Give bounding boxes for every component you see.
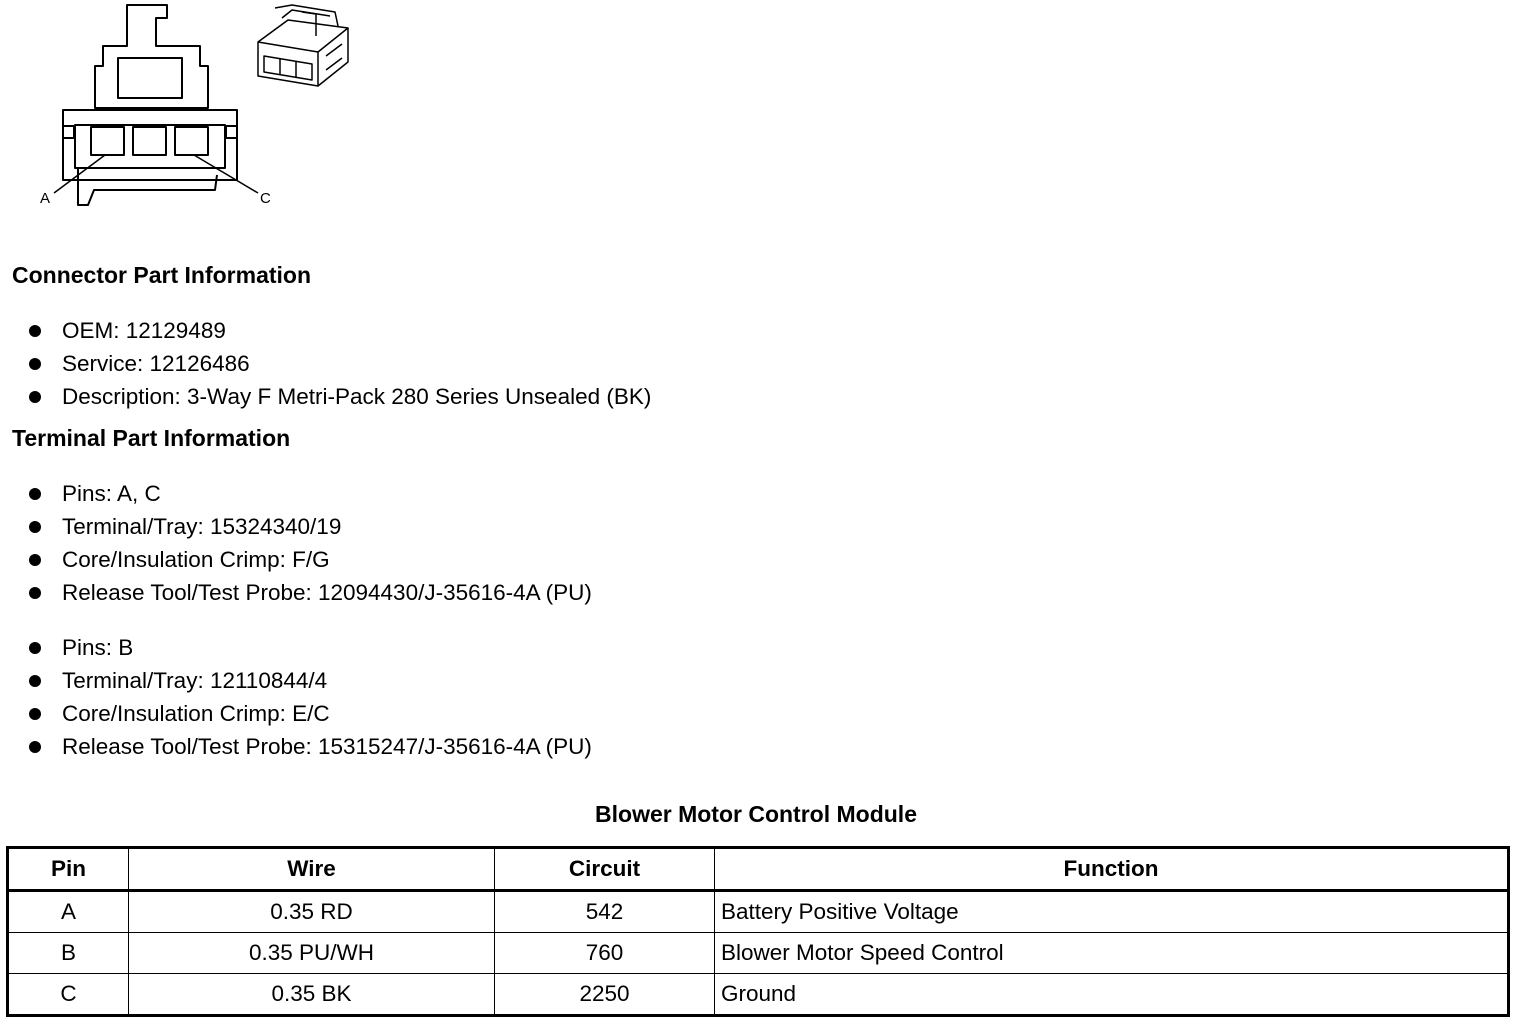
terminal-part-list-1	[29, 477, 592, 609]
connector-part-list	[29, 314, 651, 413]
list-item: OEM: 12129489	[29, 314, 651, 347]
table-row	[8, 933, 1509, 974]
list-item: Pins: A, C	[29, 477, 592, 510]
cell-function: Battery Positive Voltage	[715, 891, 1509, 933]
cell-wire: 0.35 PU/WH	[129, 933, 495, 974]
terminal-part-heading: Terminal Part Information	[12, 425, 291, 451]
table-row	[8, 974, 1509, 1016]
pin-label-a: A	[40, 190, 51, 207]
table-row	[8, 891, 1509, 933]
pinout-table	[6, 846, 1510, 1017]
cell-pin: A	[8, 891, 129, 933]
cell-pin: B	[8, 933, 129, 974]
list-item: Pins: B	[29, 631, 592, 664]
list-item: Release Tool/Test Probe: 15315247/J-35616-4A (PU)	[29, 730, 592, 763]
connector-front-view	[54, 5, 258, 205]
cell-wire: 0.35 RD	[129, 891, 495, 933]
connector-part-heading: Connector Part Information	[12, 262, 312, 288]
list-item: Terminal/Tray: 12110844/4	[29, 664, 592, 697]
list-item: Service: 12126486	[29, 347, 651, 380]
column-header-function: Function	[715, 848, 1509, 891]
table-header-row	[8, 848, 1509, 891]
list-item: Description: 3-Way F Metri-Pack 280 Series Unsealed (BK)	[29, 380, 651, 413]
connector-perspective-view	[258, 5, 348, 86]
cell-circuit: 2250	[495, 974, 715, 1016]
column-header-circuit: Circuit	[495, 848, 715, 891]
column-header-wire: Wire	[129, 848, 495, 891]
cell-circuit: 760	[495, 933, 715, 974]
list-item: Core/Insulation Crimp: F/G	[29, 543, 592, 576]
column-header-pin: Pin	[8, 848, 129, 891]
list-item: Release Tool/Test Probe: 12094430/J-35616-4A (PU)	[29, 576, 592, 609]
list-item: Terminal/Tray: 15324340/19	[29, 510, 592, 543]
terminal-part-list-2	[29, 631, 592, 763]
list-item: Core/Insulation Crimp: E/C	[29, 697, 592, 730]
connector-diagram	[30, 0, 370, 220]
cell-function: Ground	[715, 974, 1509, 1016]
cell-circuit: 542	[495, 891, 715, 933]
cell-pin: C	[8, 974, 129, 1016]
cell-wire: 0.35 BK	[129, 974, 495, 1016]
table-title: Blower Motor Control Module	[595, 801, 917, 827]
pin-label-c: C	[260, 190, 271, 207]
cell-function: Blower Motor Speed Control	[715, 933, 1509, 974]
